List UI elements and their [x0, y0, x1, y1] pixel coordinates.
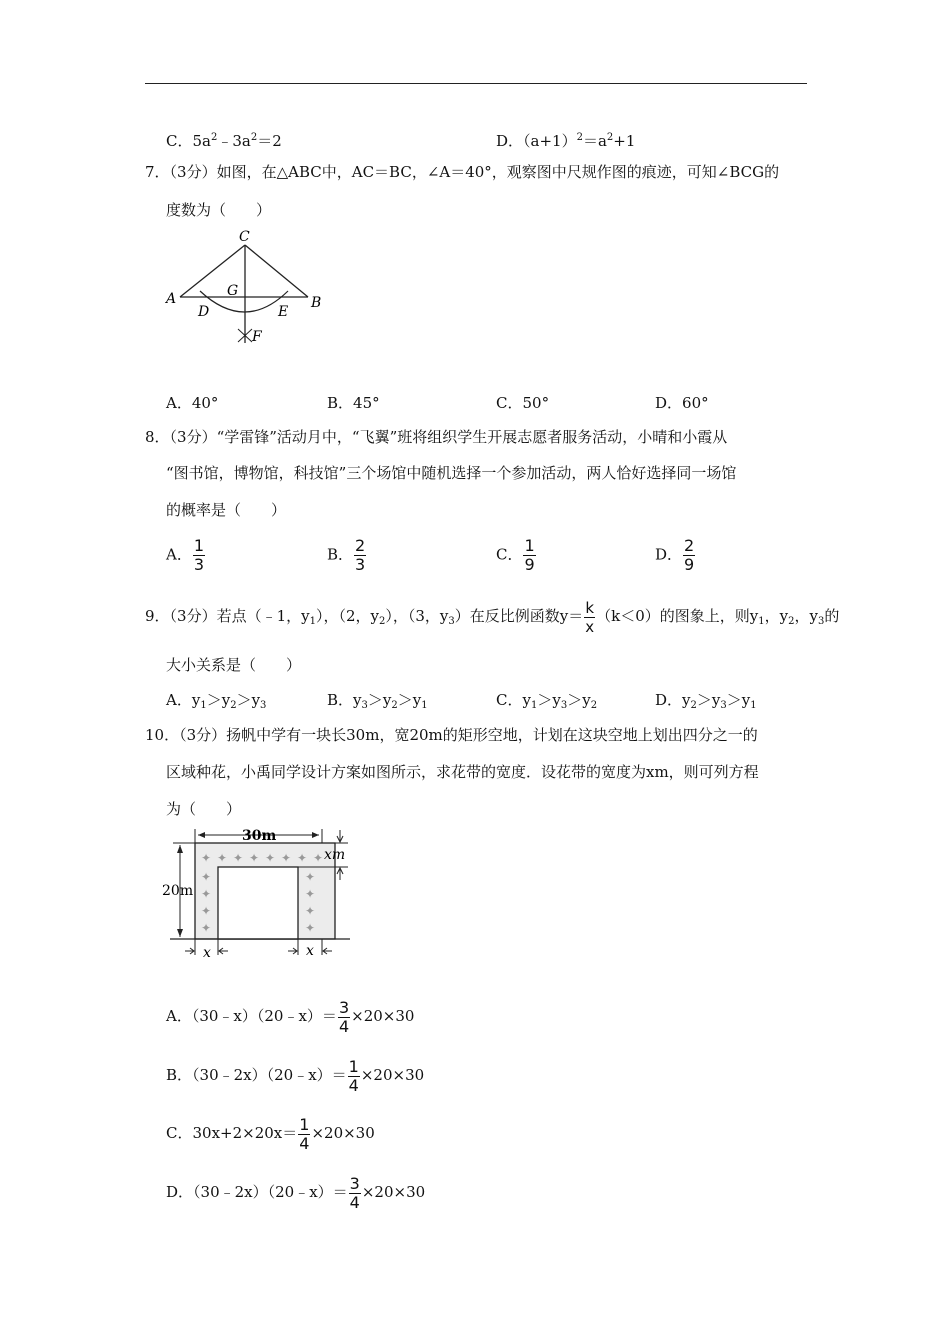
svg-text:✦: ✦	[201, 904, 212, 918]
q9-option-b: B．$y_3>y_2>y_1$	[327, 691, 428, 711]
q7-label-e: E	[278, 304, 289, 320]
q10-stem-line1: 10．（3分）扬帆中学有一块长30m，宽20m的矩形空地，计划在这块空地上划出四分之一的	[145, 726, 758, 744]
svg-text:✦: ✦	[305, 904, 316, 918]
svg-text:✦: ✦	[305, 921, 316, 935]
svg-text:✦: ✦	[201, 870, 212, 884]
q7-side-bc	[245, 245, 308, 297]
header-rule	[145, 83, 807, 84]
q8-stem-line1: 8．（3分）“学雷锋”活动月中，“飞翼”班将组织学生开展志愿者服务活动，小晴和小霞从	[145, 428, 728, 446]
q10-stem-line2: 区域种花，小禹同学设计方案如图所示，求花带的宽度．设花带的宽度为xm，则可列方程	[166, 763, 759, 781]
q7-arc-de	[200, 291, 288, 312]
q8-option-c: C． $\frac{1}{9}$	[496, 536, 535, 574]
q7-label-b: B	[311, 295, 322, 311]
q9-option-d: D．$y_2>y_3>y_1$	[655, 691, 757, 711]
q7-figure	[160, 225, 335, 350]
q10-figure	[160, 825, 355, 960]
q10-label-x-right: x	[306, 943, 314, 959]
q8-option-a: A． $\frac{1}{3}$	[166, 536, 205, 574]
q6-option-c: C．$5a^2﹣3a^2=2$	[166, 132, 282, 150]
q7-stem-line2: 度数为（ ）	[166, 201, 272, 219]
q7-option-d: D．60°	[655, 394, 709, 412]
q10-option-c: C．30x+2×20x＝ $\frac{1}{4}$ ×20×30	[166, 1114, 375, 1153]
q9-stem-line2: 大小关系是（ ）	[166, 656, 302, 674]
q10-stem-line3: 为（ ）	[166, 800, 242, 818]
q7-option-b: B．45°	[327, 394, 380, 412]
q8-option-b: B． $\frac{2}{3}$	[327, 536, 366, 574]
svg-text:✦: ✦	[297, 851, 308, 865]
svg-text:✦: ✦	[233, 851, 244, 865]
q10-option-b: B．（30﹣2x）（20﹣x）＝ $\frac{1}{4}$ ×20×30	[166, 1056, 425, 1095]
svg-text:✦: ✦	[305, 887, 316, 901]
svg-text:✦: ✦	[201, 921, 212, 935]
q9-option-a: A．$y_1>y_2>y_3$	[166, 691, 267, 711]
q10-option-d: D．（30﹣2x）（20﹣x）＝ $\frac{3}{4}$ ×20×30	[166, 1173, 426, 1212]
q7-option-a: A．40°	[166, 394, 219, 412]
svg-text:✦: ✦	[249, 851, 260, 865]
svg-text:✦: ✦	[201, 887, 212, 901]
q7-label-a: A	[166, 291, 177, 307]
q8-stem-line2: “图书馆，博物馆，科技馆”三个场馆中随机选择一个参加活动，两人恰好选择同一场馆	[166, 464, 737, 482]
svg-text:✦: ✦	[201, 851, 212, 865]
q6-option-d: D．$(a+1)^2=a^2+1$	[496, 132, 636, 150]
svg-text:✦: ✦	[313, 851, 324, 865]
q7-label-f: F	[252, 329, 262, 345]
svg-text:✦: ✦	[281, 851, 292, 865]
q9-stem-line1: 9．（3分）若点（﹣1，$y_1$），（2，$y_2$），（3，$y_3$）在反比例函数y＝ $\frac{k}{x}$ （k＜0）的图象上，则$y_1$，$y_2$，$y_3$的	[145, 598, 840, 636]
q10-label-20m: 20m	[162, 883, 194, 899]
q9-option-c: C．$y_1>y_3>y_2$	[496, 691, 598, 711]
q7-option-c: C．50°	[496, 394, 550, 412]
q7-label-d: D	[198, 304, 210, 320]
q10-inner-rect	[218, 867, 298, 939]
svg-text:✦: ✦	[217, 851, 228, 865]
q7-label-g: G	[227, 283, 239, 299]
q10-label-xm: xm	[324, 847, 346, 863]
q7-label-c: C	[239, 229, 250, 245]
svg-text:✦: ✦	[265, 851, 276, 865]
q8-option-d: D． $\frac{2}{9}$	[655, 536, 695, 574]
q10-option-a: A．（30﹣x）（20﹣x）＝ $\frac{3}{4}$ ×20×30	[166, 997, 415, 1036]
q10-label-30m: 30m	[242, 828, 277, 844]
svg-text:✦: ✦	[305, 870, 316, 884]
q8-stem-line3: 的概率是（ ）	[166, 501, 287, 519]
q10-label-x-left: x	[203, 945, 211, 960]
q7-stem-line1: 7．（3分）如图，在△ABC中，AC＝BC，∠A＝40°，观察图中尺规作图的痕迹，可知∠BCG的	[145, 163, 780, 181]
